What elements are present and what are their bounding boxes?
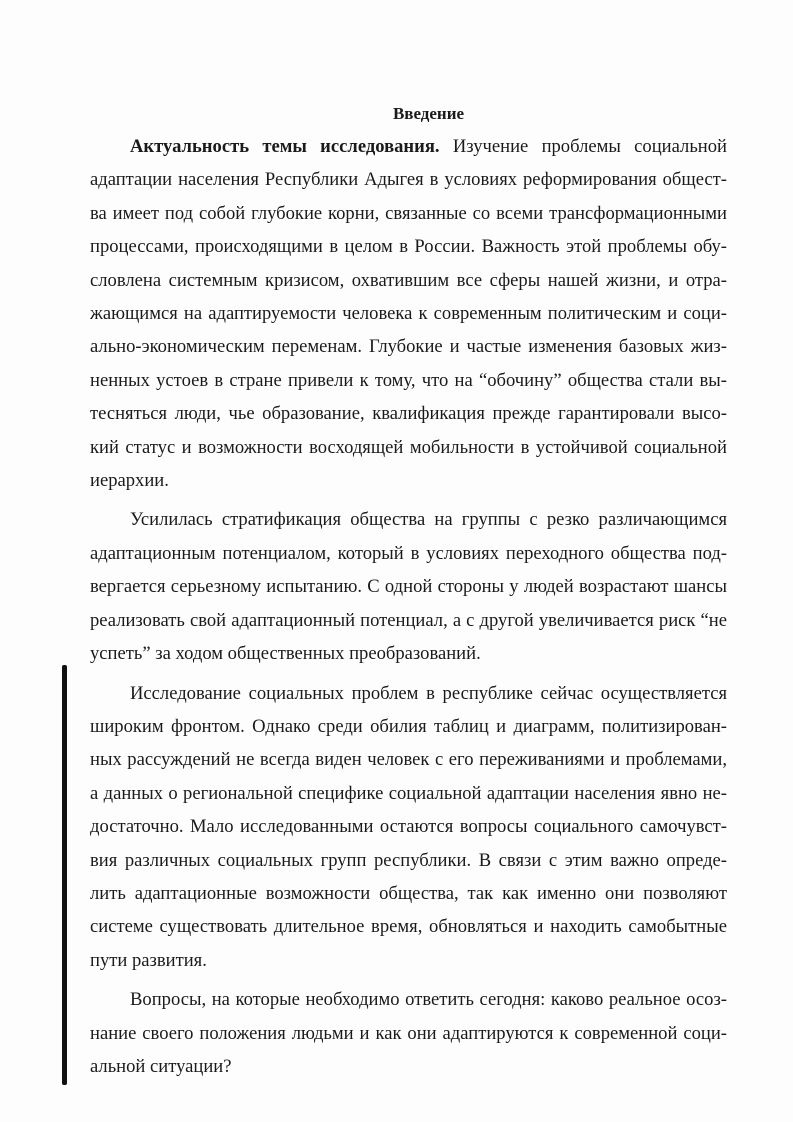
paragraph-lead: Актуальность темы исследования.	[130, 136, 440, 157]
paragraph-text: Исследование социальных проблем в республике сейчас осуществляется широким фронтом. Однако среди обилия таблиц и диаграмм, политизированных рассуждений не всегда виден человек с его переживаниями и проблемами, а данных о региональной специфике социальной адаптации населения явно недостаточно. Мало исследованными остаются вопросы социального самочувствия различных социальных групп республики. В связи с этим важно определить адаптационные возможности общества, так как именно они позволяют системе существовать длительное время, обновляться и находить самобытные пути развития.	[90, 682, 727, 971]
document-body	[90, 130, 727, 1089]
paragraph-stratification	[90, 503, 727, 670]
paragraph-text: Изучение проблемы социальной адаптации населения Республики Адыгея в условиях реформирования общества имеет под собой глубокие корни, связанные со всеми трансформационными процессами, происходящими в целом в России. Важность этой проблемы обусловлена системным кризисом, охватившим все сферы нашей жизни, и отражающимся на адаптируемости человека к современным политическим и социально-экономическим переменам. Глубокие и частые изменения базовых жизненных устоев в стране привели к тому, что на “обочину” общества стали вытесняться люди, чье образование, квалификация прежде гарантировали высокий статус и возможности восходящей мобильности в устойчивой социальной иерархии.	[90, 136, 728, 492]
scan-edge-mark	[62, 665, 67, 1085]
paragraph-text: Усилилась стратификация общества на группы с резко различающимся адаптационным потенциалом, который в условиях переходного общества подвергается серьезному испытанию. С одной стороны у людей возрастают шансы реализовать свой адаптационный потенциал, а с другой увеличивается риск “не успеть” за ходом общественных преобразований.	[90, 509, 727, 665]
paragraph-text: Вопросы, на которые необходимо ответить сегодня: каково реальное осознание своего положения людьми и как они адаптируются к современной социальной ситуации?	[90, 989, 727, 1077]
paragraph-research	[90, 677, 727, 978]
page-title: Введение	[392, 104, 465, 123]
paragraph-questions	[90, 983, 727, 1083]
paragraph-relevance	[90, 130, 727, 497]
